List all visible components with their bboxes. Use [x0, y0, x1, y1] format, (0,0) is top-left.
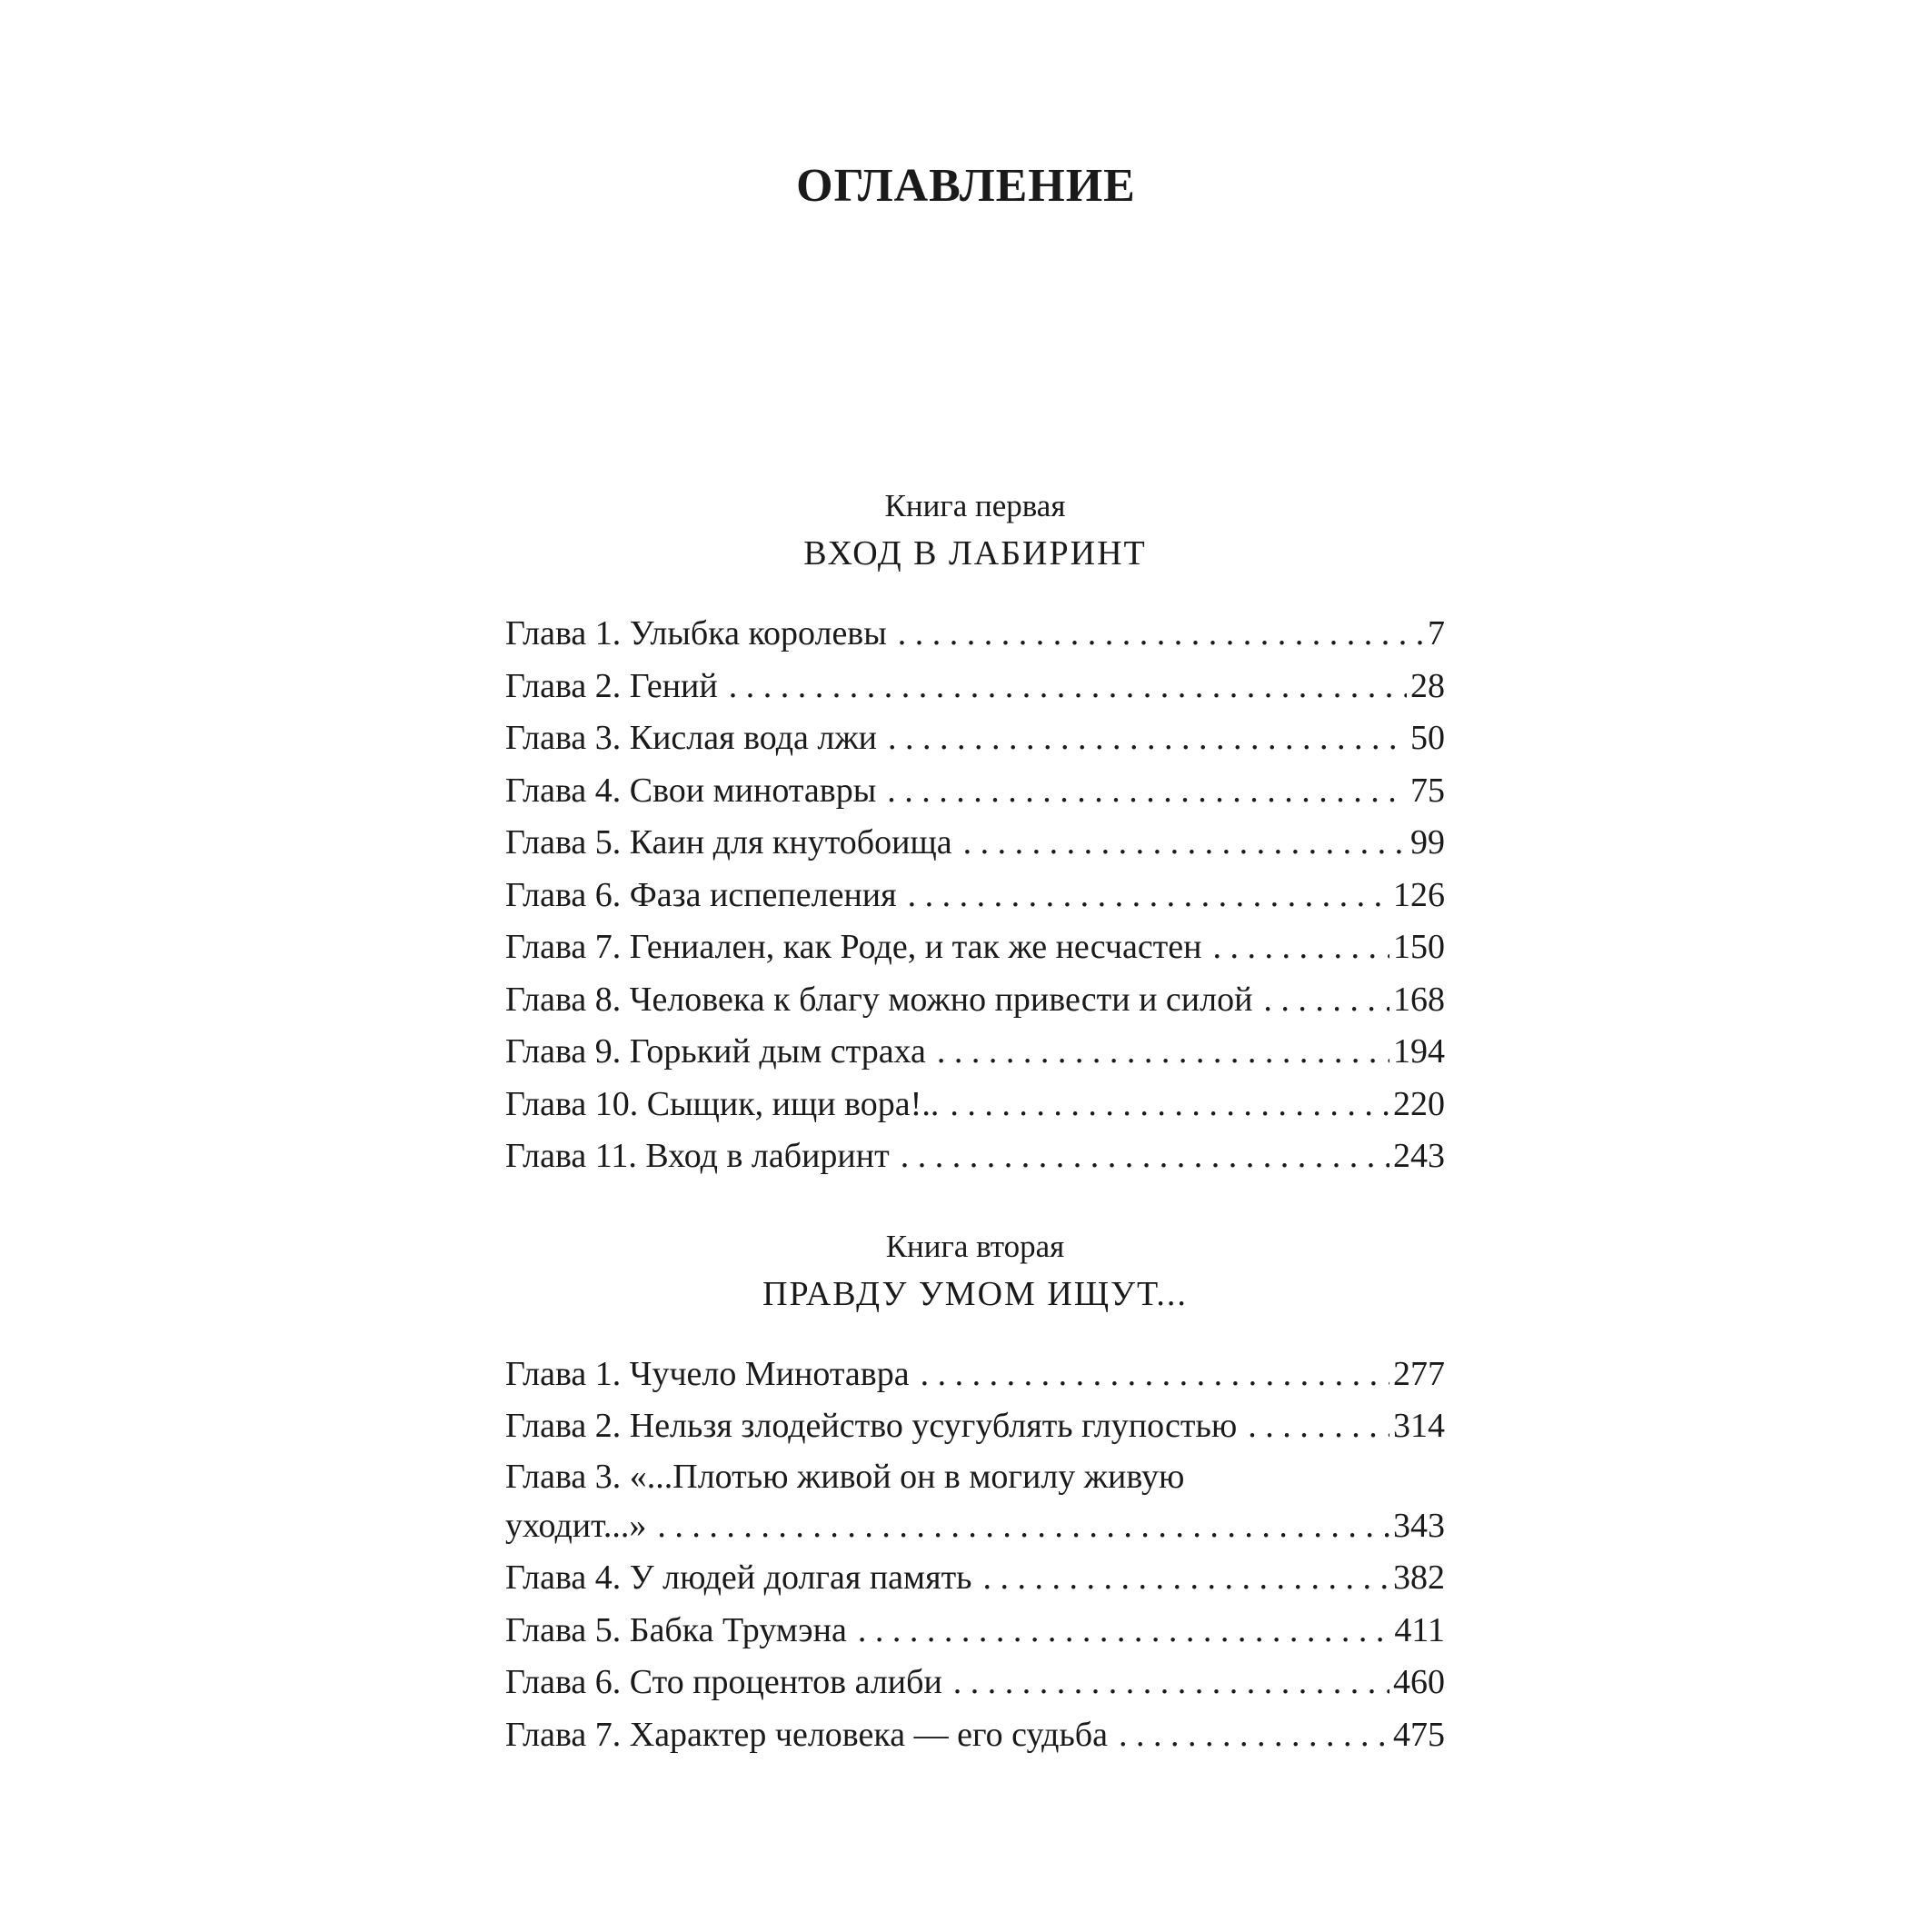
toc-entry[interactable]: [505, 921, 1445, 974]
dot-leader: [908, 870, 1389, 922]
toc-entry[interactable]: [505, 608, 1445, 661]
dot-leader: [901, 1130, 1389, 1183]
dot-leader: [1119, 1709, 1389, 1762]
entry-page-number: 99: [1410, 823, 1445, 861]
entry-title: Глава 6. Фаза испепеления: [505, 875, 897, 914]
page-title: ОГЛАВЛЕНИЕ: [796, 159, 1136, 212]
entry-title: Глава 6. Сто процентов алиби: [505, 1663, 942, 1701]
book-two-section: [505, 1227, 1445, 1762]
entry-continuation: [505, 1500, 1445, 1553]
book-two-header: [505, 1227, 1445, 1316]
dot-leader: [953, 1657, 1389, 1709]
entry-title: Глава 1. Улыбка королевы: [505, 614, 887, 652]
book-one-header: [505, 486, 1445, 575]
toc-entry[interactable]: [505, 1349, 1445, 1401]
toc-entry[interactable]: [505, 1130, 1445, 1183]
toc-entry[interactable]: [505, 1657, 1445, 1709]
entry-title: Глава 11. Вход в лабиринт: [505, 1137, 890, 1175]
toc-entry[interactable]: [505, 765, 1445, 818]
entry-page-number: 475: [1393, 1715, 1445, 1754]
dot-leader: [657, 1500, 1389, 1553]
dot-leader: [888, 712, 1407, 765]
entry-title: Глава 1. Чучело Минотавра: [505, 1354, 910, 1393]
toc-entry[interactable]: [505, 1709, 1445, 1762]
entry-title: Глава 7. Гениален, как Роде, и так же несчастен: [505, 928, 1202, 966]
toc-entry[interactable]: [505, 1605, 1445, 1658]
dot-leader: [858, 1605, 1391, 1658]
entry-title: Глава 7. Характер человека — его судьба: [505, 1715, 1108, 1754]
entry-page-number: 411: [1394, 1610, 1445, 1649]
toc-entry[interactable]: [505, 1552, 1445, 1605]
entry-title: Глава 5. Бабка Трумэна: [505, 1610, 847, 1649]
book-two-label: Книга вторая: [885, 1228, 1065, 1264]
entry-title: Глава 10. Сыщик, ищи вора!..: [505, 1084, 940, 1123]
toc-entry[interactable]: [505, 870, 1445, 922]
entry-page-number: 28: [1410, 666, 1445, 705]
entry-title: Глава 4. Свои минотавры: [505, 771, 877, 810]
entry-page-number: 382: [1393, 1559, 1445, 1597]
entry-title: Глава 2. Нельзя злодейство усугублять глупостью: [505, 1407, 1238, 1445]
dot-leader: [887, 765, 1407, 818]
toc-entry[interactable]: [505, 974, 1445, 1027]
entry-page-number: 150: [1393, 928, 1445, 966]
book-one-title: ВХОД В ЛАБИРИНТ: [803, 534, 1147, 573]
entry-title: Глава 8. Человека к благу можно привести и силой: [505, 980, 1253, 1019]
entry-title: Глава 9. Горький дым страха: [505, 1032, 926, 1071]
dot-leader: [729, 661, 1407, 713]
dot-leader: [1213, 921, 1390, 974]
dot-leader: [937, 1026, 1389, 1079]
entry-page-number: 194: [1393, 1032, 1445, 1071]
entry-page-number: 277: [1393, 1354, 1445, 1393]
entry-page-number: 243: [1393, 1137, 1445, 1175]
dot-leader: [963, 817, 1407, 870]
toc-entry[interactable]: [505, 1400, 1445, 1453]
book-one-chapter-list: [505, 608, 1445, 1183]
entry-title-line-1: Глава 3. «...Плотью живой он в могилу живую: [505, 1457, 1185, 1496]
entry-page-number: 168: [1393, 980, 1445, 1019]
dot-leader: [983, 1552, 1389, 1605]
book-one-label: Книга первая: [884, 488, 1066, 523]
toc-entry-multiline[interactable]: [505, 1453, 1445, 1553]
entry-page-number: 126: [1393, 875, 1445, 914]
entry-title: Глава 3. Кислая вода лжи: [505, 719, 877, 757]
entry-title: Глава 5. Каин для кнутобоища: [505, 823, 952, 861]
dot-leader: [1263, 974, 1389, 1027]
entry-page-number: 7: [1428, 614, 1445, 652]
entry-page-number: 220: [1393, 1084, 1445, 1123]
dot-leader: [921, 1349, 1389, 1401]
book-one-section: [505, 486, 1445, 1183]
toc-entry[interactable]: [505, 712, 1445, 765]
toc-entry[interactable]: [505, 1026, 1445, 1079]
dot-leader: [950, 1079, 1389, 1131]
entry-title: Глава 4. У людей долгая память: [505, 1559, 972, 1597]
entry-title-line-2: уходит...»: [505, 1506, 647, 1545]
entry-page-number: 343: [1393, 1506, 1445, 1545]
toc-entry[interactable]: [505, 1079, 1445, 1131]
toc-entry[interactable]: [505, 661, 1445, 713]
entry-page-number: 314: [1393, 1407, 1445, 1445]
dot-leader: [1248, 1400, 1389, 1453]
toc-entry[interactable]: [505, 817, 1445, 870]
entry-page-number: 50: [1410, 719, 1445, 757]
entry-title: Глава 2. Гений: [505, 666, 718, 705]
entry-page-number: 460: [1393, 1663, 1445, 1701]
book-two-chapter-list: [505, 1349, 1445, 1762]
book-two-title: ПРАВДУ УМОМ ИЩУТ...: [762, 1274, 1188, 1313]
dot-leader: [898, 608, 1424, 661]
entry-page-number: 75: [1410, 771, 1445, 810]
table-of-contents: [505, 486, 1445, 1761]
